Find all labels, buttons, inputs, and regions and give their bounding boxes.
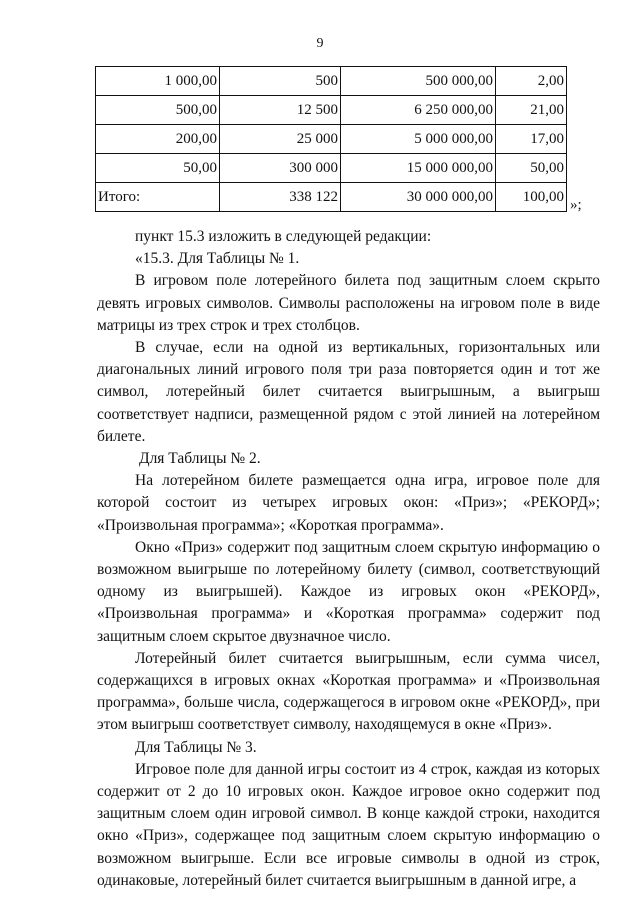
document-body xyxy=(97,226,600,892)
paragraph: В случае, если на одной из вертикальных, горизонтальных или диагональных линий игрового поля три раза повторяется один и тот же символ, лотерейный билет считается выигрышным, а выигрыш соответствует надписи, размещенной рядом с этой линией на лотерейном билете. xyxy=(97,339,600,445)
paragraph: Лотерейный билет считается выигрышным, если сумма чисел, содержащихся в игровых окнах «Короткая программа» и «Произвольная программа», больше числа, содержащегося в игровом окне «РЕКОРД», при этом выигрыш соответствует символу, находящемуся в окне «Приз». xyxy=(97,649,600,734)
table-cell: 200,00 xyxy=(96,125,220,154)
total-count: 338 122 xyxy=(220,183,341,212)
table-row xyxy=(96,67,567,96)
table-cell: 15 000 000,00 xyxy=(341,154,496,183)
table-cell: 12 500 xyxy=(220,96,341,125)
subheading: Для Таблицы № 2. xyxy=(139,450,261,468)
table-cell: 17,00 xyxy=(496,125,567,154)
table-row xyxy=(96,125,567,154)
table-cell: 6 250 000,00 xyxy=(341,96,496,125)
table-cell: 500 000,00 xyxy=(341,67,496,96)
total-percent: 100,00 xyxy=(496,183,567,212)
table-cell: 5 000 000,00 xyxy=(341,125,496,154)
table-cell: 300 000 xyxy=(220,154,341,183)
table-cell: 50,00 xyxy=(496,154,567,183)
table-cell: 500 xyxy=(220,67,341,96)
table-cell: 500,00 xyxy=(96,96,220,125)
total-label: Итого: xyxy=(96,183,220,212)
table-cell: 21,00 xyxy=(496,96,567,125)
table-cell: 50,00 xyxy=(96,154,220,183)
page-number: 9 xyxy=(316,36,324,51)
table-cell: 25 000 xyxy=(220,125,341,154)
table-total-row xyxy=(96,183,567,212)
paragraph: пункт 15.3 изложить в следующей редакции: xyxy=(135,228,432,245)
table-cell: 1 000,00 xyxy=(96,67,220,96)
table-row xyxy=(96,154,567,183)
prize-table xyxy=(95,66,567,212)
paragraph: «15.3. Для Таблицы № 1. xyxy=(135,250,300,268)
total-sum: 30 000 000,00 xyxy=(341,183,496,212)
subheading: Для Таблицы № 3. xyxy=(135,738,257,756)
table-row xyxy=(96,96,567,125)
table-closing-quote: »; xyxy=(570,197,582,213)
paragraph: Игровое поле для данной игры состоит из 4 строк, каждая из которых содержит от 2 до 10 игровых окон. Каждое игровое окно содержит под защитным слоем один игровой символ. В конце каждой строки, находится окно «Приз», содержащее под защитным слоем скрытую информацию о возможном выигрыше. Если все игровые символы в одной из строк, одинаковые, лотерейный билет считается выигрышным в данной игре, а xyxy=(97,760,600,889)
paragraph: В игровом поле лотерейного билета под защитным слоем скрыто девять игровых символов. Символы расположены на игровом поле в виде матрицы из трех строк и трех столбцов. xyxy=(97,272,600,334)
table-cell: 2,00 xyxy=(496,67,567,96)
paragraph: На лотерейном билете размещается одна игра, игровое поле для которой состоит из четырех игровых окон: «Приз»; «РЕКОРД»; «Произвольная программа»; «Короткая программа». xyxy=(97,472,600,534)
paragraph: Окно «Приз» содержит под защитным слоем скрытую информацию о возможном выигрыше по лотерейному билету (символ, соответствующий одному из выигрышей). Каждое из игровых окон «РЕКОРД», «Произвольная программа» и «Короткая программа» содержит под защитным слоем скрытое двузначное число. xyxy=(97,538,600,645)
